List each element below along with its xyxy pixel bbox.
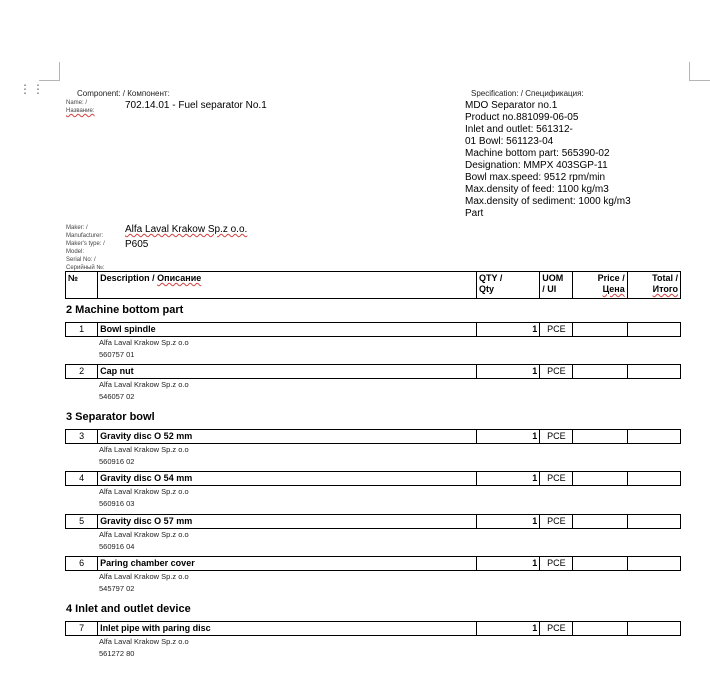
row-price[interactable]	[573, 430, 627, 444]
row-description: Gravity disc O 54 mm	[98, 472, 477, 486]
header-no: №	[66, 272, 98, 299]
row-price[interactable]	[573, 515, 627, 529]
header-qty	[477, 272, 540, 299]
header-total	[627, 272, 680, 299]
row-no: 2	[66, 365, 98, 379]
table-move-handle-icon[interactable]: ⋮⋮	[19, 82, 45, 96]
row-no: 6	[66, 557, 98, 571]
row-description: Gravity disc O 52 mm	[98, 430, 477, 444]
row-uom: PCE	[540, 430, 573, 444]
row-qty: 1	[477, 323, 540, 337]
row-uom: PCE	[540, 365, 573, 379]
specification-label: Specification: / Спецификация:	[471, 89, 584, 98]
row-uom: PCE	[540, 557, 573, 571]
component-name-value: 702.14.01 - Fuel separator No.1	[125, 100, 267, 111]
spec-line: Designation: MMPX 403SGP-11	[465, 160, 608, 171]
header-uom	[540, 272, 573, 299]
serial-label-ru: Серийный №:	[66, 265, 105, 271]
table-row	[65, 364, 681, 379]
spec-line: Max.density of sediment: 1000 kg/m3	[465, 196, 631, 207]
row-price[interactable]	[573, 472, 627, 486]
header-total-ru: Итого	[652, 284, 678, 294]
row-qty: 1	[477, 557, 540, 571]
spec-line: MDO Separator no.1	[465, 100, 558, 111]
row-qty: 1	[477, 472, 540, 486]
row-description: Bowl spindle	[98, 323, 477, 337]
row-uom: PCE	[540, 515, 573, 529]
row-maker: Alfa Laval Krakow Sp.z o.o	[99, 445, 189, 454]
maker-type-label: Maker's type: /	[66, 241, 105, 247]
row-total[interactable]	[627, 365, 680, 379]
header-qty-ru: Qty	[479, 284, 495, 294]
section-title: 4 Inlet and outlet device	[66, 603, 191, 615]
row-description: Gravity disc O 57 mm	[98, 515, 477, 529]
row-part-number: 560916 02	[99, 457, 135, 466]
maker-labels	[66, 224, 105, 272]
table-row	[65, 429, 681, 444]
header-description	[98, 272, 477, 299]
row-details	[99, 636, 189, 660]
row-part-number: 560757 01	[99, 350, 135, 359]
margin-corner-top-right	[689, 62, 710, 81]
row-total[interactable]	[627, 472, 680, 486]
row-qty: 1	[477, 622, 540, 636]
maker-type-value: P605	[125, 239, 149, 250]
row-maker: Alfa Laval Krakow Sp.z o.o	[99, 487, 189, 496]
row-part-number: 560916 04	[99, 542, 135, 551]
table-row	[65, 471, 681, 486]
maker-value-text: Alfa Laval Krakow Sp.z o.o.	[125, 224, 248, 235]
header-desc-ru: Описание	[157, 273, 202, 283]
spec-line: Bowl max.speed: 9512 rpm/min	[465, 172, 606, 183]
row-no: 7	[66, 622, 98, 636]
row-price[interactable]	[573, 622, 627, 636]
row-description: Inlet pipe with paring disc	[98, 622, 477, 636]
model-label: Model:	[66, 249, 85, 255]
manufacturer-label: Manufacturer:	[66, 233, 104, 239]
row-part-number: 560916 03	[99, 499, 135, 508]
table-row	[65, 514, 681, 529]
spec-line: Machine bottom part: 565390-02	[465, 148, 610, 159]
spec-line: 01 Bowl: 561123-04	[465, 136, 554, 147]
row-no: 3	[66, 430, 98, 444]
specification-text	[465, 100, 631, 220]
header-uom-en: UOM	[542, 273, 564, 283]
row-no: 4	[66, 472, 98, 486]
row-no: 1	[66, 323, 98, 337]
row-qty: 1	[477, 365, 540, 379]
row-maker: Alfa Laval Krakow Sp.z o.o	[99, 637, 189, 646]
table-row	[65, 322, 681, 337]
row-maker: Alfa Laval Krakow Sp.z o.o	[99, 338, 189, 347]
maker-label: Maker: /	[66, 225, 88, 231]
row-uom: PCE	[540, 323, 573, 337]
row-price[interactable]	[573, 323, 627, 337]
component-label: Component: / Компонент:	[77, 89, 170, 98]
row-part-number: 546057 02	[99, 392, 135, 401]
row-details	[99, 337, 189, 361]
row-details	[99, 444, 189, 468]
name-label-en: Name: /	[66, 100, 88, 106]
header-price-en: Price /	[597, 273, 625, 283]
row-description: Paring chamber cover	[98, 557, 477, 571]
row-part-number: 561272 80	[99, 649, 135, 658]
spec-line: Product no.881099-06-05	[465, 112, 579, 123]
section-title: 2 Machine bottom part	[66, 304, 184, 316]
spec-line: Inlet and outlet: 561312-	[465, 124, 573, 135]
serial-label: Serial No: /	[66, 257, 96, 263]
row-details	[99, 486, 189, 510]
row-total[interactable]	[627, 622, 680, 636]
spec-line: Max.density of feed: 1100 kg/m3	[465, 184, 609, 195]
row-qty: 1	[477, 515, 540, 529]
row-price[interactable]	[573, 557, 627, 571]
row-details	[99, 379, 189, 403]
header-price	[573, 272, 627, 299]
row-details	[99, 529, 189, 553]
table-row	[65, 621, 681, 636]
header-uom-ru: / UI	[542, 284, 557, 294]
row-uom: PCE	[540, 622, 573, 636]
spec-line: Part	[465, 208, 484, 219]
header-price-ru: Цена	[602, 284, 625, 294]
margin-corner-top-left	[39, 62, 60, 81]
row-maker: Alfa Laval Krakow Sp.z o.o	[99, 530, 189, 539]
table-row	[65, 556, 681, 571]
row-details	[99, 571, 189, 595]
row-part-number: 545797 02	[99, 584, 135, 593]
maker-value	[125, 224, 247, 235]
header-qty-en: QTY /	[479, 273, 503, 283]
row-total[interactable]	[627, 515, 680, 529]
row-price[interactable]	[573, 365, 627, 379]
table-header	[65, 271, 681, 299]
row-uom: PCE	[540, 472, 573, 486]
header-desc-en: Description /	[100, 273, 158, 283]
row-qty: 1	[477, 430, 540, 444]
row-no: 5	[66, 515, 98, 529]
row-description: Cap nut	[98, 365, 477, 379]
header-total-en: Total /	[652, 273, 678, 283]
name-label-ru: Название:	[66, 108, 95, 114]
row-total[interactable]	[627, 557, 680, 571]
section-title: 3 Separator bowl	[66, 411, 155, 423]
row-total[interactable]	[627, 430, 680, 444]
row-maker: Alfa Laval Krakow Sp.z o.o	[99, 572, 189, 581]
row-maker: Alfa Laval Krakow Sp.z o.o	[99, 380, 189, 389]
row-total[interactable]	[627, 323, 680, 337]
